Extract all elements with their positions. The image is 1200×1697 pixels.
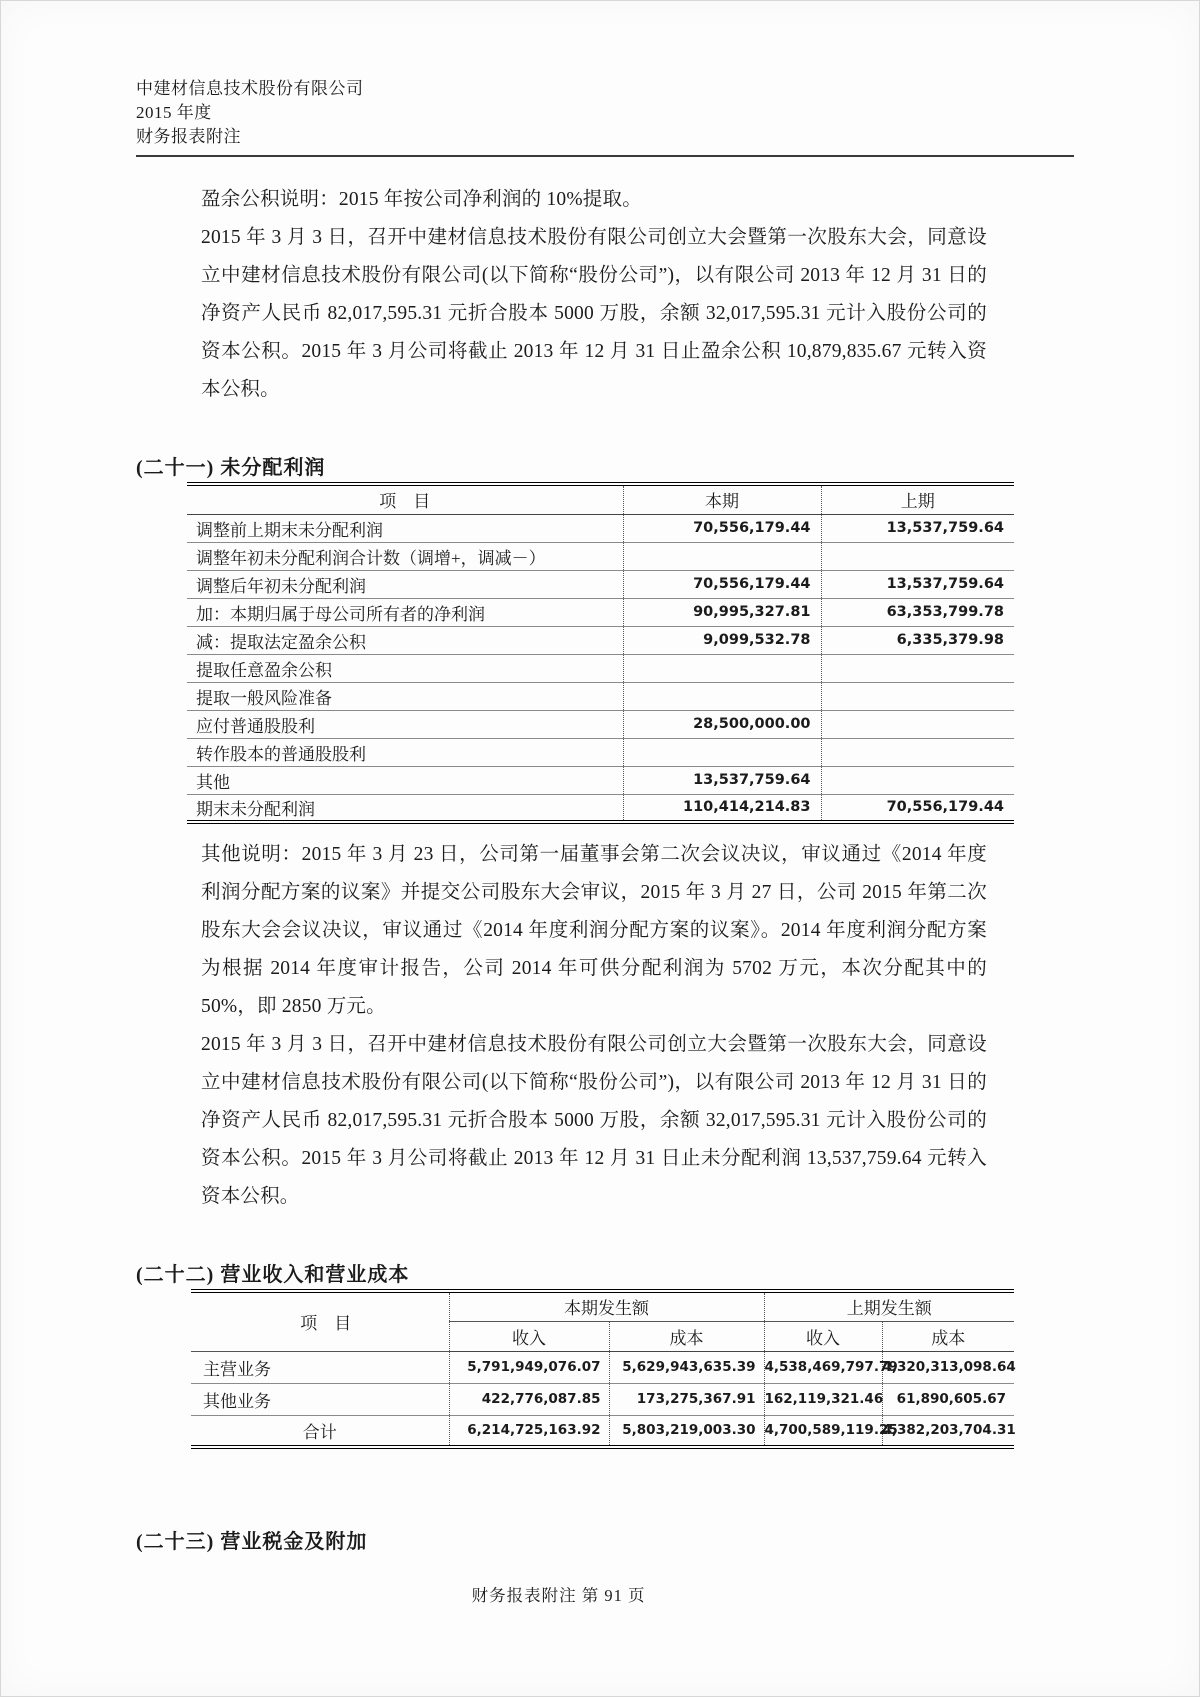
page-header: [136, 77, 1199, 149]
row-item-label: 提取一般风险准备: [187, 682, 623, 710]
table-row: [187, 598, 1014, 626]
row-current-value: 110,414,214.83: [623, 794, 821, 822]
row-item-label: 其他业务: [191, 1383, 449, 1415]
total-row-label: 合计: [191, 1415, 449, 1447]
table-row: [187, 738, 1014, 766]
row-item-label: 主营业务: [191, 1351, 449, 1383]
row-prior-value: [821, 542, 1014, 570]
subcolumn-current-cost: 成本: [609, 1321, 764, 1351]
column-header-current-period: 本期: [623, 484, 821, 514]
row-current-value: 9,099,532.78: [623, 626, 821, 654]
row-prior-value: 70,556,179.44: [821, 794, 1014, 822]
row-current-value: [623, 542, 821, 570]
subcolumn-current-income: 收入: [449, 1321, 609, 1351]
table-row: [187, 682, 1014, 710]
header-company-name: 中建材信息技术股份有限公司: [136, 79, 364, 98]
table-row: [187, 542, 1014, 570]
column-header-item: 项 目: [187, 484, 623, 514]
row-item-label: 其他: [187, 766, 623, 794]
row-prior-value: [821, 766, 1014, 794]
row-current-value: 70,556,179.44: [623, 570, 821, 598]
table-row: [187, 794, 1014, 822]
row-prior-value: [821, 738, 1014, 766]
row-prior-value: 13,537,759.64: [821, 514, 1014, 542]
row-prior-cost: 61,890,605.67: [882, 1383, 1014, 1415]
row-prior-value: [821, 654, 1014, 682]
table-row: [187, 514, 1014, 542]
section-21-notes: [201, 836, 987, 1216]
row-prior-income: 162,119,321.46: [764, 1383, 882, 1415]
paragraph-company-establishment: 2015 年 3 月 3 日，召开中建材信息技术股份有限公司创立大会暨第一次股东大会，同意设立中建材信息技术股份有限公司(以下简称“股份公司”)，以有限公司 2013 年 12 月 31 日的净资产人民币 82,017,595.31 元折合股本 5000 万股，余额 32,017,595.31 元计入股份公司的资本公积。2015 年 3 月公司将截止 2013 年 12 月 31 日止盈余公积 10,879,835.67 元转入资本公积。: [201, 227, 987, 400]
header-divider-line: [136, 155, 1074, 157]
paragraph-establishment-repeat: 2015 年 3 月 3 日，召开中建材信息技术股份有限公司创立大会暨第一次股东大会，同意设立中建材信息技术股份有限公司(以下简称“股份公司”)，以有限公司 2013 年 12 月 31 日的净资产人民币 82,017,595.31 元折合股本 5000 万股，余额 32,017,595.31 元计入股份公司的资本公积。2015 年 3 月公司将截止 2013 年 12 月 31 日止未分配利润 13,537,759.64 元转入资本公积。: [201, 1034, 987, 1207]
row-prior-value: 6,335,379.98: [821, 626, 1014, 654]
header-doc-title: 财务报表附注: [136, 127, 241, 146]
table-row: [191, 1351, 1014, 1383]
header-fiscal-year: 2015 年度: [136, 103, 212, 122]
column-group-prior-period: 上期发生额: [764, 1291, 1014, 1321]
total-prior-cost: 4,382,203,704.31: [882, 1415, 1014, 1447]
row-item-label: 转作股本的普通股股利: [187, 738, 623, 766]
section-23-heading: (二十三) 营业税金及附加: [136, 1531, 368, 1553]
row-prior-income: 4,538,469,797.79: [764, 1351, 882, 1383]
table-header-row: [187, 484, 1014, 514]
row-current-value: 70,556,179.44: [623, 514, 821, 542]
row-item-label: 期末未分配利润: [196, 799, 315, 819]
section-21-heading: (二十一) 未分配利润: [136, 457, 326, 479]
row-current-value: [623, 682, 821, 710]
row-current-value: 90,995,327.81: [623, 598, 821, 626]
section-22-heading: (二十二) 营业收入和营业成本: [136, 1264, 410, 1286]
table-row: [187, 710, 1014, 738]
subcolumn-prior-cost: 成本: [882, 1321, 1014, 1351]
row-current-income: 5,791,949,076.07: [449, 1351, 609, 1383]
row-current-cost: 173,275,367.91: [609, 1383, 764, 1415]
row-current-cost: 5,629,943,635.39: [609, 1351, 764, 1383]
row-current-value: 13,537,759.64: [623, 766, 821, 794]
table-row: [187, 766, 1014, 794]
table-row: [187, 654, 1014, 682]
paragraph-other-explanation: 其他说明：2015 年 3 月 23 日，公司第一届董事会第二次会议决议，审议通过《2014 年度利润分配方案的议案》并提交公司股东大会审议，2015 年 3 月 27 日，公司 2015 年第二次股东大会会议决议，审议通过《2014 年度利润分配方案的议案》。2014 年度利润分配方案为根据 2014 年度审计报告，公司 2014 年可供分配利润为 5702 万元，本次分配其中的 50%，即 2850 万元。: [201, 844, 987, 1017]
table-row: [191, 1383, 1014, 1415]
intro-section: [201, 181, 987, 409]
subcolumn-prior-income: 收入: [764, 1321, 882, 1351]
row-current-income: 422,776,087.85: [449, 1383, 609, 1415]
row-item-label: 应付普通股股利: [187, 710, 623, 738]
column-header-item: 项 目: [191, 1291, 449, 1351]
row-current-value: 28,500,000.00: [623, 710, 821, 738]
row-prior-value: 13,537,759.64: [821, 570, 1014, 598]
row-item-label: 减：提取法定盈余公积: [187, 626, 623, 654]
row-prior-value: [821, 682, 1014, 710]
revenue-and-cost-table: [191, 1289, 1014, 1449]
total-current-income: 6,214,725,163.92: [449, 1415, 609, 1447]
row-item-label: 调整后年初未分配利润: [187, 570, 623, 598]
row-prior-value: 63,353,799.78: [821, 598, 1014, 626]
row-current-value: [623, 654, 821, 682]
row-item-label: 调整前上期末未分配利润: [187, 514, 623, 542]
table-total-row: [191, 1415, 1014, 1447]
row-prior-cost: 4,320,313,098.64: [882, 1351, 1014, 1383]
row-current-value: [623, 738, 821, 766]
row-item-label: 提取任意盈余公积: [187, 654, 623, 682]
undistributed-profit-table: [187, 482, 1014, 824]
page-footer: 财务报表附注 第 91 页: [471, 1586, 646, 1605]
column-header-prior-period: 上期: [821, 484, 1014, 514]
paragraph-surplus-reserve-note: 盈余公积说明：2015 年按公司净利润的 10%提取。: [201, 189, 642, 210]
column-group-current-period: 本期发生额: [449, 1291, 764, 1321]
table-group-header-row: [191, 1291, 1014, 1321]
table-row: [187, 626, 1014, 654]
table-row: [187, 570, 1014, 598]
row-item-label: 加：本期归属于母公司所有者的净利润: [187, 598, 623, 626]
row-item-label: 调整年初未分配利润合计数（调增+，调减－）: [187, 542, 623, 570]
total-prior-income: 4,700,589,119.25: [764, 1415, 882, 1447]
row-prior-value: [821, 710, 1014, 738]
total-current-cost: 5,803,219,003.30: [609, 1415, 764, 1447]
